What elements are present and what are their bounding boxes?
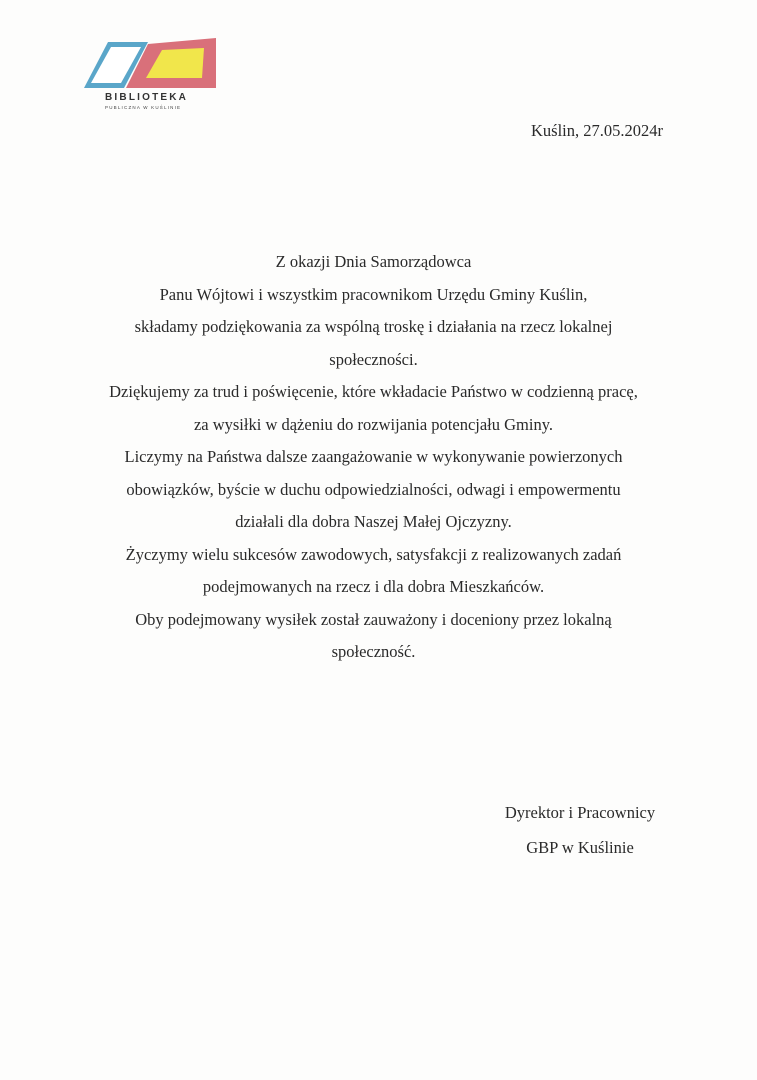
letter-line: społeczność. bbox=[331, 642, 416, 661]
letter-line: społeczności. bbox=[329, 349, 418, 369]
letter-body bbox=[40, 246, 707, 669]
letter-line: Z okazji Dnia Samorządowca bbox=[275, 252, 472, 271]
letter-line: podejmowanych na rzecz i dla dobra Mieszkańców. bbox=[202, 577, 545, 596]
letter-line: za wysiłki w dążeniu do rozwijania potencjału Gminy. bbox=[193, 414, 554, 434]
letter-line: działali dla dobra Naszej Małej Ojczyzny. bbox=[235, 512, 512, 531]
letter-date: Kuślin, 27.05.2024r bbox=[531, 121, 663, 140]
letter-line: Życzymy wielu sukcesów zawodowych, satysfakcji z realizowanych zadań bbox=[125, 544, 622, 564]
letter-line: Dziękujemy za trud i poświęcenie, które wkładacie Państwo w codzienną pracę, bbox=[109, 382, 638, 401]
logo-wordmark: BIBLIOTEKA bbox=[105, 92, 189, 103]
library-books-logo-icon bbox=[80, 36, 220, 96]
letter-line: składamy podziękowania za wspólną troskę i działania na rzecz lokalnej bbox=[134, 317, 613, 336]
letter-line: Liczymy na Państwa dalsze zaangażowanie w wykonywanie powierzonych bbox=[124, 447, 623, 466]
signature-block bbox=[470, 795, 690, 865]
library-logo bbox=[80, 36, 220, 116]
signature-title: Dyrektor i Pracownicy bbox=[504, 803, 656, 822]
signature-organization: GBP w Kuślinie bbox=[526, 838, 634, 857]
letter-line: obowiązków, byście w duchu odpowiedzialności, odwagi i empowermentu bbox=[126, 479, 621, 499]
logo-subtitle: PUBLICZNA W KUŚLINIE bbox=[105, 105, 182, 110]
letter-line: Panu Wójtowi i wszystkim pracownikom Urzędu Gminy Kuślin, bbox=[159, 284, 588, 304]
letter-line: Oby podejmowany wysiłek został zauważony i doceniony przez lokalną bbox=[135, 609, 612, 629]
